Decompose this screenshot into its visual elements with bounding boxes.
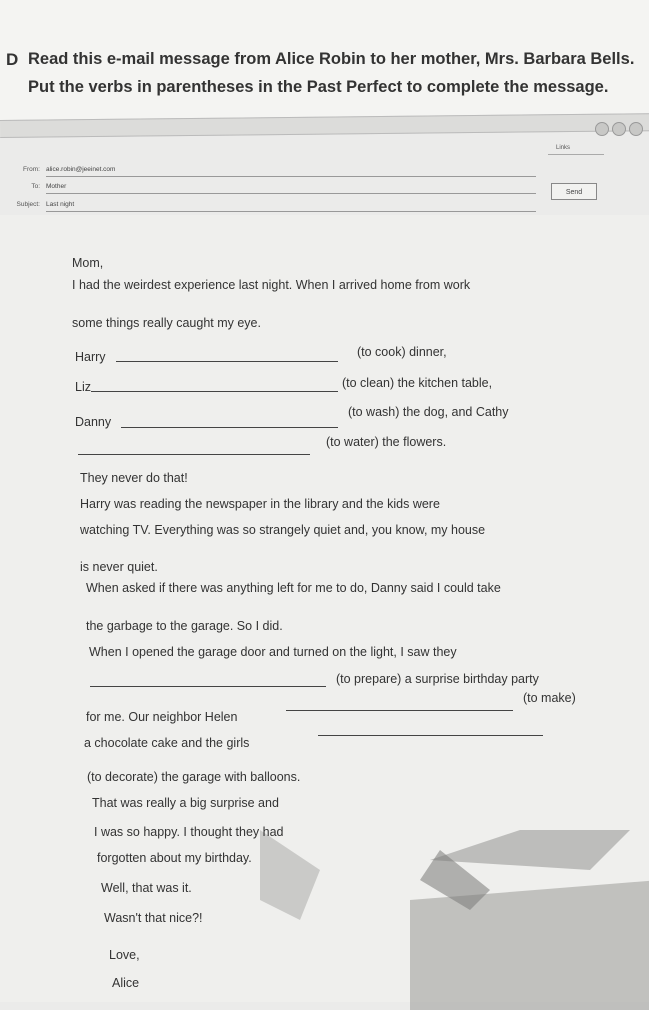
gift-box-body	[410, 880, 649, 1010]
cathy-verb: (to water) the flowers.	[326, 435, 447, 449]
window-controls	[595, 122, 643, 136]
danny-verb: (to wash) the dog, and Cathy	[348, 405, 509, 419]
harry-verb: (to cook) dinner,	[357, 345, 447, 359]
to-row	[10, 183, 66, 190]
paragraph-3-line-2: the garbage to the garage. So I did.	[86, 619, 283, 633]
paragraph-2-line-2: watching TV. Everything was so strangely quiet and, you know, my house	[80, 523, 486, 537]
decorate-verb: (to decorate) the garage with balloons.	[87, 770, 301, 784]
blank-cathy[interactable]	[78, 454, 310, 455]
paragraph-3-line-1: When asked if there was anything left for me to do, Danny said I could take	[86, 581, 501, 595]
window-control-icon[interactable]	[595, 122, 609, 136]
send-button[interactable]: Send	[551, 183, 597, 200]
window-control-icon[interactable]	[612, 122, 626, 136]
blank-danny[interactable]	[121, 427, 338, 428]
blank-harry[interactable]	[116, 361, 338, 362]
gift-box-flap	[260, 830, 320, 920]
from-field[interactable]: alice.robin@jeeinet.com	[46, 166, 116, 173]
surprise-line-3: forgotten about my birthday.	[97, 851, 252, 865]
nice-line: Wasn't that nice?!	[104, 911, 203, 925]
gift-box-illustration	[260, 830, 649, 1010]
paragraph-1-line-2: some things really caught my eye.	[72, 316, 261, 330]
liz-verb: (to clean) the kitchen table,	[342, 376, 493, 390]
window-control-icon[interactable]	[629, 122, 643, 136]
make-verb: (to make)	[523, 691, 576, 705]
to-label: To:	[31, 183, 40, 190]
surprise-line-2: I was so happy. I thought they had	[94, 825, 284, 839]
from-row	[10, 166, 115, 173]
paragraph-4-line-1: When I opened the garage door and turned on the light, I saw they	[89, 645, 457, 659]
gift-box-lid	[430, 830, 649, 870]
danny-name: Danny	[75, 415, 112, 429]
subject-row	[10, 201, 74, 208]
paragraph-2-line-1: Harry was reading the newspaper in the library and the kids were	[80, 497, 440, 511]
harry-name: Harry	[75, 350, 106, 364]
love-line: Love,	[109, 948, 140, 962]
signature: Alice	[112, 976, 140, 990]
instruction-line-2: Put the verbs in parentheses in the Past Perfect to complete the message.	[28, 78, 609, 96]
instructions-header	[0, 0, 649, 125]
subject-label: Subject:	[16, 201, 40, 208]
blank-decorate[interactable]	[318, 735, 543, 736]
prepare-verb: (to prepare) a surprise birthday party	[336, 672, 539, 686]
surprise-line-1: That was really a big surprise and	[92, 796, 279, 810]
to-field[interactable]: Mother	[46, 183, 67, 190]
subject-field-line	[46, 211, 536, 212]
paragraph-1-line-1: I had the weirdest experience last night. When I arrived home from work	[72, 278, 471, 292]
helen-line: for me. Our neighbor Helen	[86, 710, 238, 724]
well-line: Well, that was it.	[101, 881, 192, 895]
to-field-line	[46, 193, 536, 194]
cake-line: a chocolate cake and the girls	[84, 736, 250, 750]
blank-liz[interactable]	[91, 391, 338, 392]
blank-make[interactable]	[286, 710, 513, 711]
links-button[interactable]: Links	[548, 142, 604, 155]
blank-prepare[interactable]	[90, 686, 326, 687]
from-field-line	[46, 176, 536, 177]
instruction-line-1: Read this e-mail message from Alice Robin to her mother, Mrs. Barbara Bells.	[28, 50, 635, 68]
paragraph-2-line-3: is never quiet.	[80, 560, 158, 574]
from-label: From:	[23, 166, 40, 173]
subject-field[interactable]: Last night	[46, 201, 75, 208]
greeting: Mom,	[72, 256, 104, 270]
never-line: They never do that!	[80, 471, 188, 485]
exercise-letter: D	[6, 50, 19, 69]
liz-name: Liz	[75, 380, 91, 394]
